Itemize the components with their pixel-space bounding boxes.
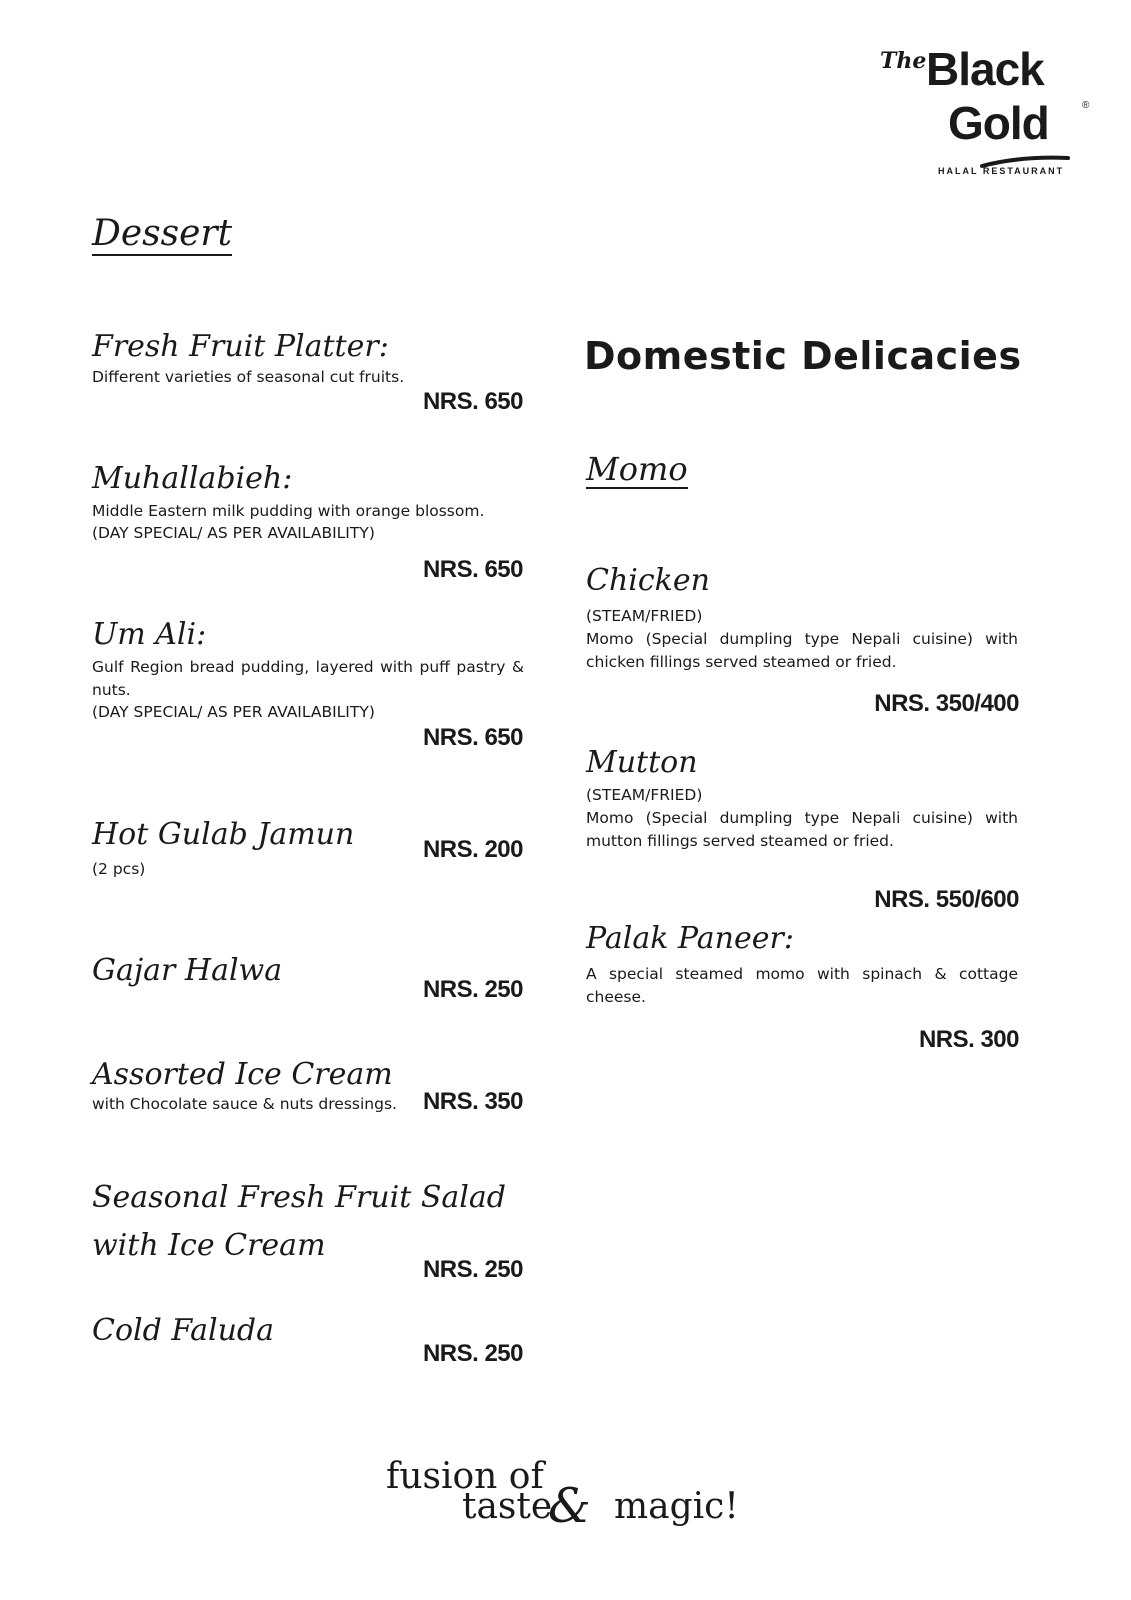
menu-item-name: Um Ali: [92, 617, 207, 652]
menu-item-name: Gajar Halwa [92, 953, 283, 988]
tagline-line3: magic! [614, 1486, 739, 1527]
logo-the: The [880, 48, 927, 74]
menu-item-type: (STEAM/FRIED) [586, 607, 703, 625]
menu-item-price: NRS. 350/400 [874, 690, 1019, 717]
menu-item-price: NRS. 650 [422, 724, 523, 751]
tagline [386, 1456, 746, 1566]
menu-item-note: (DAY SPECIAL/ AS PER AVAILABILITY) [92, 524, 375, 542]
menu-item-price: NRS. 650 [422, 556, 523, 583]
logo-black: Black [926, 43, 1044, 95]
menu-item-price: NRS. 300 [918, 1026, 1019, 1053]
tagline-line1: fusion of [386, 1456, 544, 1497]
logo-subtitle: HALAL RESTAURANT [938, 166, 1065, 176]
menu-item-note: (DAY SPECIAL/ AS PER AVAILABILITY) [92, 703, 375, 721]
menu-item-description: Momo (Special dumpling type Nepali cuisine) with chicken fillings served steamed or fried. [586, 630, 1018, 671]
menu-item-type: (STEAM/FRIED) [586, 786, 703, 804]
menu-item-name: Seasonal Fresh Fruit Salad with Ice Cream [92, 1180, 506, 1263]
menu-item-description: Gulf Region bread pudding, layered with puff pastry & nuts. [92, 658, 524, 699]
menu-item-price: NRS. 550/600 [874, 886, 1019, 913]
tagline-ampersand: & [548, 1478, 591, 1534]
menu-item-price: NRS. 250 [422, 976, 523, 1003]
menu-item-name: Chicken [586, 563, 710, 598]
logo-registered-mark: ® [1082, 100, 1090, 111]
logo-gold: Gold [948, 97, 1049, 149]
menu-item-description: (2 pcs) [92, 860, 146, 878]
menu-item-price: NRS. 250 [422, 1340, 523, 1367]
dessert-heading: Dessert [92, 213, 233, 254]
menu-item-name: Muhallabieh: [92, 461, 293, 496]
tagline-line2: taste [462, 1486, 553, 1527]
momo-heading: Momo [586, 450, 688, 488]
menu-item-price: NRS. 650 [422, 388, 523, 415]
menu-item-name: Assorted Ice Cream [92, 1057, 393, 1092]
domestic-delicacies-title: Domestic Delicacies [584, 334, 1022, 378]
menu-item-description: with Chocolate sauce & nuts dressings. [92, 1095, 397, 1113]
menu-item-description: Momo (Special dumpling type Nepali cuisine) with mutton fillings served steamed or fried. [586, 809, 1018, 850]
menu-item-name: Mutton [586, 745, 698, 780]
menu-item-name: Hot Gulab Jamun [92, 817, 355, 852]
menu-item-name: Fresh Fruit Platter: [92, 329, 389, 364]
restaurant-logo [870, 42, 1100, 182]
menu-item-description: Middle Eastern milk pudding with orange blossom. [92, 502, 485, 520]
menu-item-name: Cold Faluda [92, 1313, 275, 1348]
menu-item-price: NRS. 200 [422, 836, 523, 863]
menu-item-name: Palak Paneer: [586, 921, 794, 956]
menu-item-description: A special steamed momo with spinach & cottage cheese. [586, 965, 1018, 1006]
menu-item-price: NRS. 250 [422, 1256, 523, 1283]
menu-item-price: NRS. 350 [422, 1088, 523, 1115]
menu-item-description: Different varieties of seasonal cut fruits. [92, 368, 405, 386]
